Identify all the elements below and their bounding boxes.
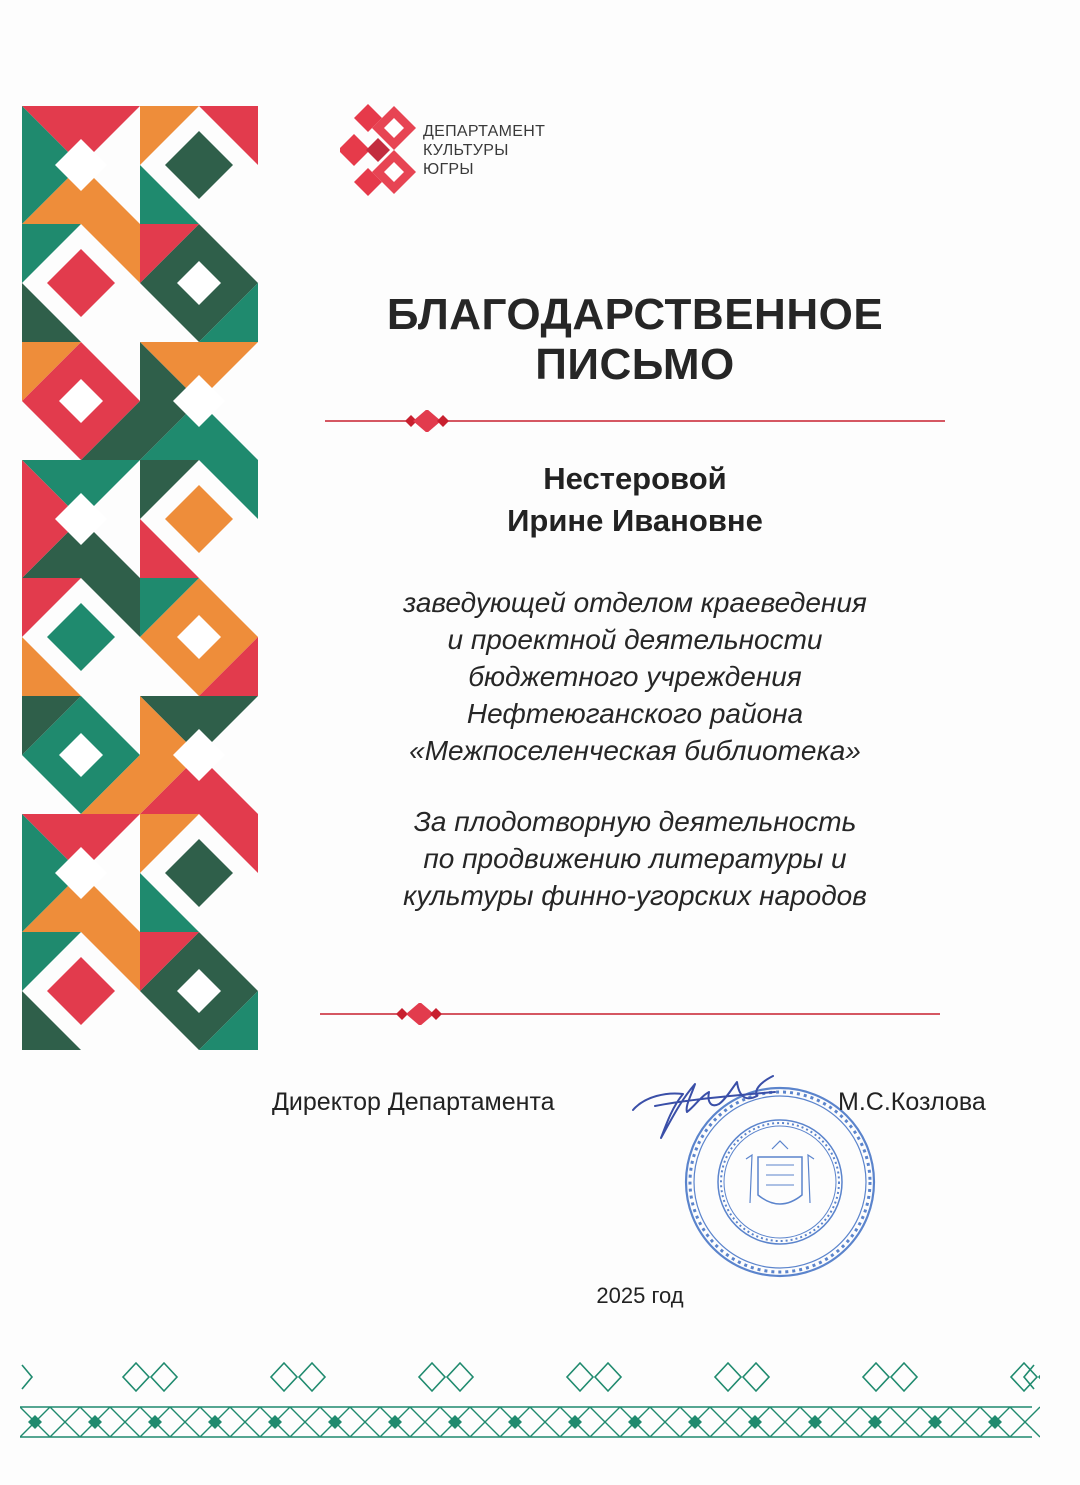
- border-lattice: [950, 1407, 980, 1422]
- position-line: «Межпоселенческая библиотека»: [409, 735, 861, 766]
- border-diamond: [1039, 1363, 1040, 1391]
- border-lattice: [650, 1422, 680, 1437]
- logo-line: ЮГРЫ: [423, 161, 474, 178]
- recipient-line: Нестеровой: [543, 461, 727, 496]
- border-diamond: [151, 1363, 177, 1391]
- border-diamond: [299, 1363, 325, 1391]
- border-diamond: [863, 1363, 889, 1391]
- border-lattice: [50, 1407, 80, 1422]
- top-divider: [325, 410, 945, 432]
- document-year: 2025 год: [596, 1283, 684, 1308]
- border-lattice: [710, 1407, 740, 1422]
- border-lattice: [470, 1407, 500, 1422]
- border-lattice: [290, 1407, 320, 1422]
- border-lattice: [230, 1407, 260, 1422]
- border-lattice: [530, 1407, 560, 1422]
- border-lattice: [890, 1407, 920, 1422]
- logo-line: КУЛЬТУРЫ: [423, 142, 509, 159]
- signatory-name: М.С.Козлова: [838, 1088, 986, 1116]
- award-reason: [320, 803, 950, 914]
- department-logo-text: [423, 122, 545, 179]
- border-lattice: [110, 1407, 140, 1422]
- border-diamond: [715, 1363, 741, 1391]
- border-lattice: [350, 1422, 380, 1437]
- border-lattice: [770, 1422, 800, 1437]
- border-diamond: [567, 1363, 593, 1391]
- border-diamond: [271, 1363, 297, 1391]
- recipient-position: [320, 584, 950, 769]
- recipient-name: [320, 458, 950, 542]
- border-lattice: [590, 1407, 620, 1422]
- border-diamond: [595, 1363, 621, 1391]
- ornament-pattern: [22, 106, 258, 1066]
- border-lattice: [530, 1422, 560, 1437]
- border-lattice: [410, 1407, 440, 1422]
- border-lattice: [650, 1407, 680, 1422]
- document-title: [320, 290, 950, 390]
- border-diamond: [743, 1363, 769, 1391]
- border-lattice: [290, 1422, 320, 1437]
- recipient-line: Ирине Ивановне: [507, 503, 763, 538]
- position-line: Нефтеюганского района: [466, 698, 804, 729]
- border-lattice: [830, 1407, 860, 1422]
- border-diamond: [123, 1363, 149, 1391]
- title-line: БЛАГОДАРСТВЕННОЕ: [386, 290, 884, 339]
- border-diamond: [419, 1363, 445, 1391]
- ornament-shape: [47, 957, 115, 1025]
- border-lattice: [170, 1422, 200, 1437]
- bottom-divider: [320, 1003, 940, 1025]
- position-line: бюджетного учреждения: [468, 661, 802, 692]
- ornament-shape: [165, 485, 233, 553]
- border-lattice: [230, 1422, 260, 1437]
- border-diamond: [447, 1363, 473, 1391]
- border-lattice: [470, 1422, 500, 1437]
- border-lattice: [170, 1407, 200, 1422]
- border-lattice: [50, 1422, 80, 1437]
- border-lattice: [110, 1422, 140, 1437]
- ornament-shape: [47, 249, 115, 317]
- ornament-shape: [165, 131, 233, 199]
- border-lattice: [770, 1407, 800, 1422]
- reason-line: За плодотворную деятельность: [413, 806, 857, 837]
- ornament-shape: [165, 839, 233, 907]
- position-line: и проектной деятельности: [447, 624, 823, 655]
- bottom-ornament-border: [20, 1355, 1040, 1445]
- logo-line: ДЕПАРТАМЕНТ: [423, 123, 546, 140]
- department-logo-icon: [340, 104, 420, 196]
- signatory-title: Директор Департамента: [272, 1088, 555, 1116]
- border-lattice: [890, 1422, 920, 1437]
- border-lattice: [1010, 1422, 1040, 1437]
- border-lattice: [710, 1422, 740, 1437]
- border-lattice: [410, 1422, 440, 1437]
- border-diamond: [891, 1363, 917, 1391]
- reason-line: культуры финно-угорских народов: [403, 880, 867, 911]
- ornament-shape: [47, 603, 115, 671]
- border-chevron: [22, 1365, 32, 1389]
- title-line: ПИСЬМО: [535, 340, 735, 389]
- border-lattice: [830, 1422, 860, 1437]
- reason-line: по продвижению литературы и: [423, 843, 847, 874]
- border-lattice: [590, 1422, 620, 1437]
- position-line: заведующей отделом краеведения: [403, 587, 867, 618]
- border-lattice: [950, 1422, 980, 1437]
- border-lattice: [1010, 1407, 1040, 1422]
- border-lattice: [350, 1407, 380, 1422]
- handwritten-signature-icon: [625, 1066, 815, 1146]
